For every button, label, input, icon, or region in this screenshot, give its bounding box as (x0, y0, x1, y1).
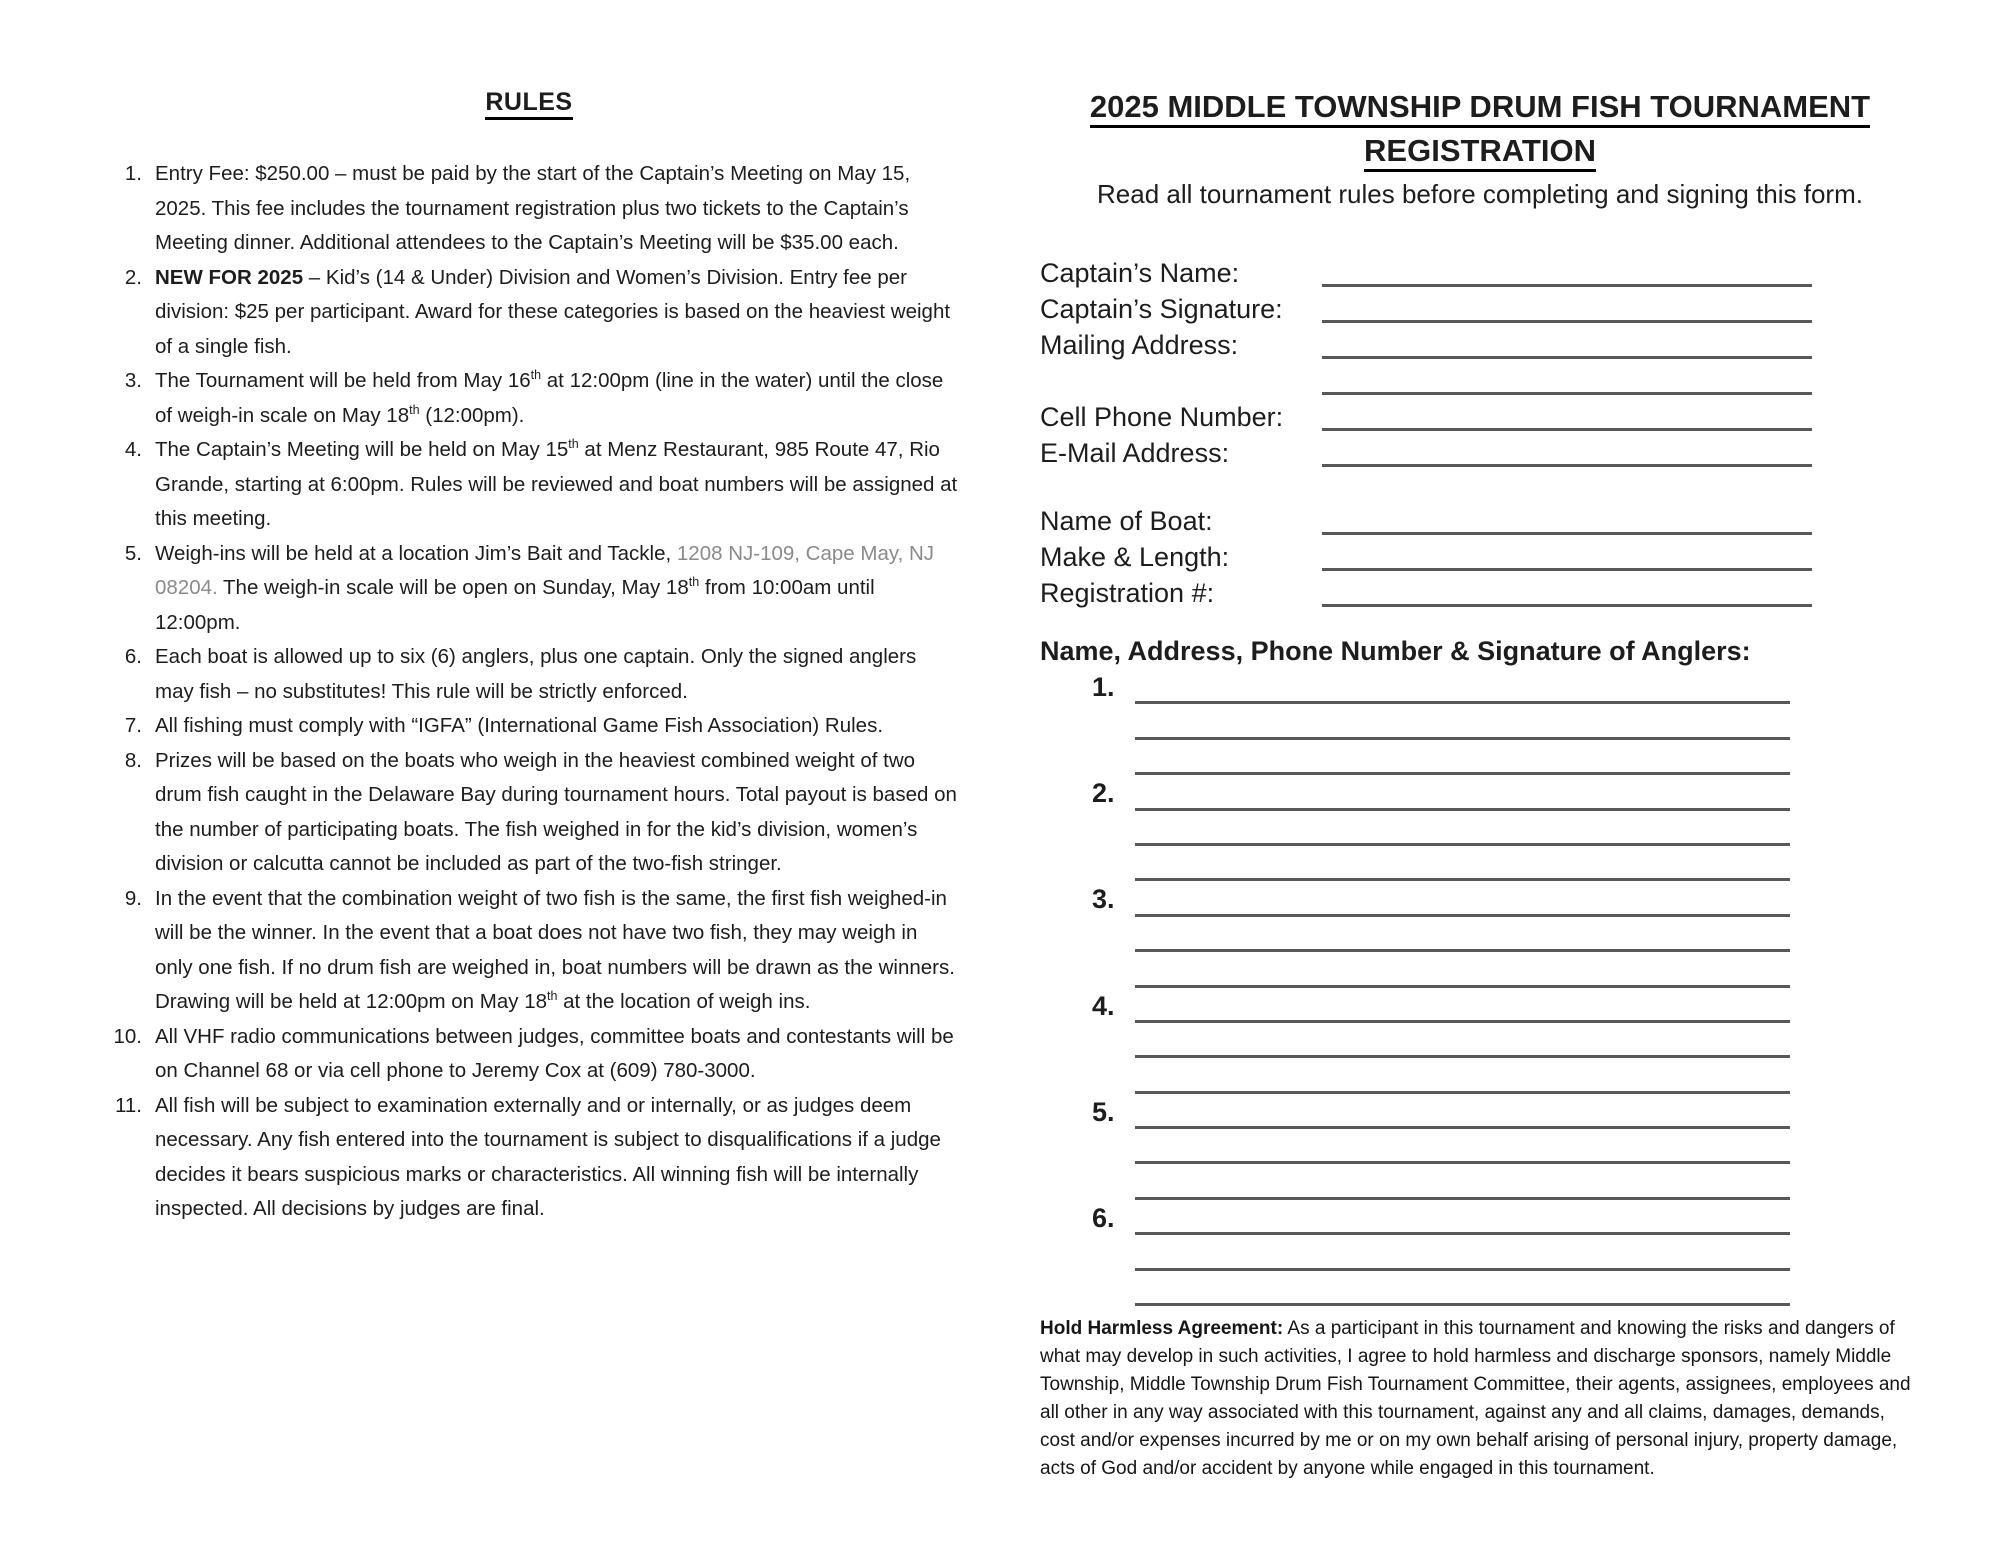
registration-title-line1-wrap (1040, 85, 1920, 129)
rule-text (155, 364, 958, 433)
anglers-list (1040, 669, 1920, 1306)
rule-text-segment: Each boat is allowed up to six (6) anglers, plus one captain. Only the signed anglers may fish – no substitutes! This rule will be strictly enforced. (155, 645, 917, 703)
field-fill-line (1322, 464, 1812, 467)
rule-text-segment: th (568, 437, 579, 452)
rule-text (155, 157, 958, 261)
field-fill-line (1322, 428, 1812, 431)
angler-number: 3. (1092, 884, 1115, 915)
rule-text (155, 433, 958, 537)
angler-number: 4. (1092, 990, 1115, 1021)
angler-fill-line (1135, 740, 1790, 775)
field-row (1040, 255, 1920, 291)
rule-text-segment: In the event that the combination weight of two fish is the same, the first fish weighed-in will be the winner. In the event that a boat does not have two fish, they may weigh in only one fish. If no drum fish are weighed in, boat numbers will be drawn as the winners. Drawing will be held at 12:00pm on May 18 (155, 886, 955, 1013)
rules-section (100, 88, 958, 1227)
rule-text-segment: from 10:00am until 12:00pm. (155, 576, 875, 634)
rule-text-segment: The Captain’s Meeting will be held on May 15 (155, 438, 569, 461)
field-label: Make & Length: (1040, 542, 1230, 572)
field-row (1040, 327, 1920, 363)
rule-text-segment: th (547, 989, 558, 1004)
field-fill-line (1322, 568, 1812, 571)
rule-text-segment: th (409, 402, 420, 417)
angler-fill-line (1135, 1200, 1790, 1235)
rule-number: 3. (124, 369, 142, 392)
rule-number: 6. (124, 645, 142, 668)
rule-text (155, 261, 958, 365)
angler-fill-line (1135, 1094, 1790, 1129)
rule-text-segment: NEW FOR 2025 (155, 265, 304, 289)
field-fill-line (1322, 284, 1812, 287)
angler-item (1040, 881, 1920, 987)
angler-number: 2. (1092, 778, 1115, 809)
rule-text-segment: th (688, 575, 700, 590)
angler-fill-line (1135, 952, 1790, 987)
registration-title-line2-wrap (1040, 129, 1920, 173)
rule-item (100, 261, 958, 365)
field-label: Captain’s Name: (1040, 258, 1240, 288)
field-fill-line (1322, 604, 1812, 607)
rule-item (100, 364, 958, 433)
rule-number: 11. (115, 1093, 142, 1117)
rule-text-segment: The Tournament will be held from May 16 (155, 369, 531, 392)
field-label: Name of Boat: (1040, 506, 1213, 536)
registration-section (1040, 85, 1920, 1483)
field-row (1040, 363, 1920, 399)
anglers-heading: Name, Address, Phone Number & Signature of Anglers: (1040, 636, 1751, 666)
rule-item (100, 433, 958, 537)
rule-text-segment: Weigh-ins will be held at a location Jim’s Bait and Tackle, (155, 541, 677, 565)
angler-fill-line (1135, 1271, 1790, 1306)
angler-fill-line (1135, 988, 1790, 1023)
angler-number: 5. (1092, 1096, 1115, 1127)
rule-text-segment: All fish will be subject to examination externally and or internally, or as judges deem necessary. Any fish entered into the tournament is subject to disqualifications if a judge decides it bears suspicious marks or characteristics. All winning fish will be internally inspected. All decisions by judges are final. (155, 1093, 941, 1220)
rule-number: 5. (124, 541, 142, 565)
registration-title-line2: REGISTRATION (1364, 133, 1596, 172)
hold-harmless-label: Hold Harmless Agreement: (1040, 1318, 1284, 1340)
rule-text-segment: Prizes will be based on the boats who weigh in the heaviest combined weight of two drum fish caught in the Delaware Bay during tournament hours. Total payout is based on the number of participating boats. The fish weighed in for the kid’s division, women’s division or calcutta cannot be included as part of the two-fish stringer. (155, 748, 957, 875)
rule-text-segment: All VHF radio communications between judges, committee boats and contestants will be on Channel 68 or via cell phone to Jeremy Cox at (609) 780-3000. (155, 1024, 954, 1082)
field-row (1040, 539, 1920, 575)
rules-title: RULES (485, 88, 572, 120)
rule-number: 8. (124, 748, 142, 772)
rule-number: 4. (124, 438, 142, 461)
rule-text-segment: 1208 NJ-109, Cape May, NJ 08204. (155, 541, 935, 599)
rule-item (100, 537, 958, 641)
angler-fill-line (1135, 704, 1790, 739)
angler-fill-line (1135, 1164, 1790, 1199)
field-row (1040, 291, 1920, 327)
fields-spacer (1040, 471, 1920, 503)
rule-text-segment: Entry Fee: $250.00 – must be paid by the start of the Captain’s Meeting on May 15, 2025. This fee includes the tournament registration plus two tickets to the Captain’s Meeting dinner. Additional attendees to the Captain’s Meeting will be $35.00 each. (155, 162, 911, 254)
angler-fill-line (1135, 1058, 1790, 1093)
field-row (1040, 503, 1920, 539)
registration-subtitle: Read all tournament rules before completing and signing this form. (1097, 179, 1863, 209)
rules-title-wrap (100, 88, 958, 117)
rule-text (155, 537, 958, 641)
rule-number: 2. (124, 265, 142, 289)
field-label: Registration #: (1040, 578, 1215, 608)
rule-text-segment: th (530, 368, 542, 383)
rule-text-segment: All fishing must comply with “IGFA” (International Game Fish Association) Rules. (155, 714, 884, 737)
rule-item (100, 744, 958, 882)
rule-number: 7. (124, 714, 142, 737)
field-label: Mailing Address: (1040, 330, 1239, 360)
angler-fill-line (1135, 775, 1790, 810)
field-label (1040, 363, 1322, 399)
rules-list (100, 157, 958, 1227)
rule-text (155, 882, 958, 1020)
angler-number: 6. (1092, 1202, 1115, 1233)
angler-fill-line (1135, 881, 1790, 916)
rule-text (155, 640, 958, 709)
field-label: E-Mail Address: (1040, 438, 1230, 468)
field-row (1040, 399, 1920, 435)
field-fill-line (1322, 356, 1812, 359)
hold-harmless-text: As a participant in this tournament and knowing the risks and dangers of what may develop in such activities, I agree to hold harmless and discharge sponsors, namely Middle Township, Middle Township Drum Fish Tournament Committee, their agents, assignees, employees and all other in any way associated with this tournament, against any and all claims, damages, demands, cost and/or expenses incurred by me or on my own behalf arising of personal injury, property damage, acts of God and/or accident by anyone while engaged in this tournament. (1040, 1318, 1911, 1480)
registration-fields (1040, 255, 1920, 611)
field-row (1040, 575, 1920, 611)
angler-fill-line (1135, 1235, 1790, 1270)
rule-item (100, 157, 958, 261)
rule-item (100, 1020, 958, 1089)
field-label: Captain’s Signature: (1040, 294, 1283, 324)
rule-number: 9. (124, 886, 142, 910)
rule-number: 1. (124, 162, 142, 185)
rule-text-segment: at the location of weigh ins. (557, 990, 811, 1013)
registration-title-line1: 2025 MIDDLE TOWNSHIP DRUM FISH TOURNAMENT (1090, 89, 1870, 128)
angler-item (1040, 988, 1920, 1094)
angler-number: 1. (1092, 672, 1115, 702)
rule-text (155, 744, 958, 882)
rule-text (155, 1020, 958, 1089)
hold-harmless-paragraph (1040, 1315, 1918, 1483)
angler-item (1040, 775, 1920, 881)
angler-item (1040, 669, 1920, 775)
rule-text-segment: at 12:00pm (line in the water) until the close of weigh-in scale on May 18 (155, 369, 944, 427)
rule-text (155, 1089, 958, 1227)
rule-text-segment: The weigh-in scale will be open on Sunday, May 18 (217, 576, 689, 599)
rule-item (100, 1089, 958, 1227)
field-row (1040, 435, 1920, 471)
angler-item (1040, 1200, 1920, 1306)
field-fill-line (1322, 532, 1812, 535)
rule-item (100, 709, 958, 744)
angler-fill-line (1135, 846, 1790, 881)
angler-fill-line (1135, 1023, 1790, 1058)
angler-fill-line (1135, 669, 1790, 704)
rule-text (155, 709, 958, 744)
rule-item (100, 882, 958, 1020)
field-fill-line (1322, 392, 1812, 395)
angler-item (1040, 1094, 1920, 1200)
field-label: Cell Phone Number: (1040, 402, 1284, 432)
rule-item (100, 640, 958, 709)
angler-fill-line (1135, 917, 1790, 952)
rule-text-segment: – Kid’s (14 & Under) Division and Women’s Division. Entry fee per division: $25 per participant. Award for these categories is based on the heaviest weight of a single fish. (155, 265, 951, 358)
rule-text-segment: at Menz Restaurant, 985 Route 47, Rio Grande, starting at 6:00pm. Rules will be reviewed and boat numbers will be assigned at this meeting. (155, 438, 958, 530)
angler-fill-line (1135, 811, 1790, 846)
field-fill-line (1322, 320, 1812, 323)
rule-number: 10. (113, 1024, 142, 1048)
rule-text-segment: (12:00pm). (419, 403, 525, 427)
angler-fill-line (1135, 1129, 1790, 1164)
